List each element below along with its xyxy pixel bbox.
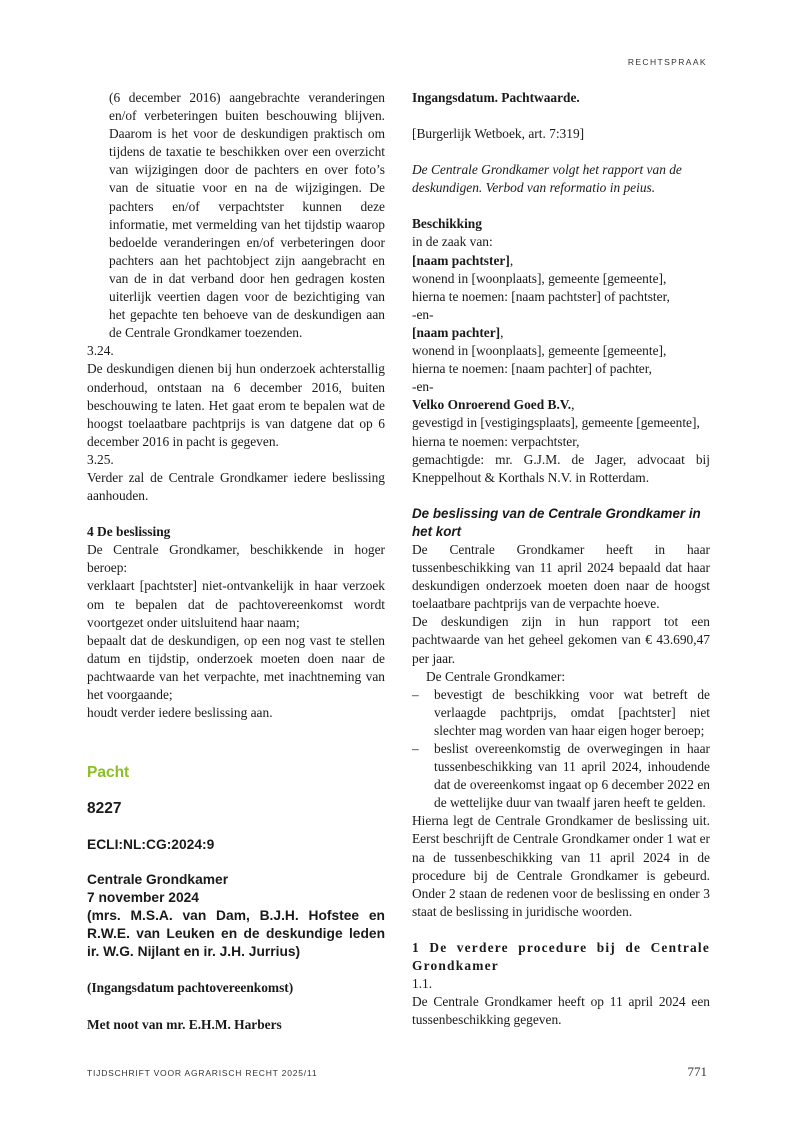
left-column bbox=[87, 89, 385, 1034]
paragraph-number: 1.1. bbox=[412, 976, 433, 992]
judges: (mrs. M.S.A. van Dam, B.J.H. Hofstee en R.W.E. van Leuken en de deskundige leden ir. W.G. Nijlant en ir. J.H. Jurrius) bbox=[87, 908, 385, 960]
decision-date: 7 november 2024 bbox=[87, 890, 199, 906]
beschikking-heading: Beschikking bbox=[412, 216, 482, 232]
party-line: hierna te noemen: [naam pachtster] of pachtster, bbox=[412, 288, 670, 304]
party-verpachtster: Velko Onroerend Goed B.V., bbox=[412, 397, 575, 413]
party-name: [naam pachtster] bbox=[412, 252, 510, 268]
party-name: Velko Onroerend Goed B.V. bbox=[412, 397, 572, 413]
decision-item: houdt verder iedere beslissing aan. bbox=[87, 705, 273, 721]
running-header: RECHTSPRAAK bbox=[627, 57, 707, 67]
page-number: 771 bbox=[687, 1064, 707, 1079]
decision-item: verklaart [pachtster] niet-ontvankelijk in haar verzoek om te bepalen dat de pachtovereenkomst wordt voortgezet onder uitsluitend haar naam; bbox=[87, 578, 385, 630]
en-separator: -en- bbox=[412, 379, 434, 395]
continued-paragraph: (6 december 2016) aangebrachte veranderingen en/of verbeteringen buiten beschouwing blijven. Daarom is het voor de deskundigen praktisch om tijdens de taxatie te beschikken over een overzicht van wijzigingen door de pachters en over foto’s van de situatie voor en na de wijzigingen. De pachters en/of verpachtster kunnen deze informatie, met vermelding van het tijdstip waarop bedoelde veranderingen en/of verbeteringen door pachters aan het pachtobject zijn aangebracht en van de in dat verband door hen gedragen kosten uiterlijk veertien dagen voor de bezichtiging van het gepachte ten behoeve van de deskundigen aan de Centrale Grondkamer toezenden. bbox=[109, 90, 385, 341]
party-line: hierna te noemen: verpachtster, bbox=[412, 433, 580, 449]
party-pachtster: [naam pachtster], bbox=[412, 252, 514, 268]
case-number: 8227 bbox=[87, 800, 122, 818]
party-pachter: [naam pachter], bbox=[412, 324, 504, 340]
summary-paragraph: De deskundigen zijn in hun rapport tot een pachtwaarde van het geheel gekomen van € 43.690,47 per jaar. bbox=[412, 614, 710, 666]
paragraph-3-24: De deskundigen dienen bij hun onderzoek achterstallig onderhoud, ontstaan na 6 december 2016, buiten beschouwing te laten. Het gaat erom te bepalen wat de hoogst toelaatbare pachtprijs is van datgene dat op 6 december 2016 in pacht is gegeven. bbox=[87, 361, 385, 449]
list-item: – bevestigt de beschikking voor wat betreft de verlaagde pachtprijs, omdat [pachtster] niet slechter mag worden van haar eigen hoger beroep; bbox=[412, 686, 710, 738]
court-name: Centrale Grondkamer bbox=[87, 872, 229, 888]
summary: De Centrale Grondkamer volgt het rapport van de deskundigen. Verbod van reformatio in peius. bbox=[412, 162, 682, 196]
decision-intro: De Centrale Grondkamer, beschikkende in hoger beroep: bbox=[87, 542, 385, 576]
party-line: hierna te noemen: [naam pachter] of pachter, bbox=[412, 361, 652, 377]
party-line: gemachtigde: mr. G.J.M. de Jager, advocaat bij Kneppelhout & Korthals N.V. in Rotterdam. bbox=[412, 451, 710, 485]
party-line: wonend in [woonplaats], gemeente [gemeente], bbox=[412, 270, 667, 286]
law-reference: [Burgerlijk Wetboek, art. 7:319] bbox=[412, 126, 585, 142]
section-heading-1: 1 De verdere procedure bij de Centrale Grondkamer bbox=[412, 939, 710, 974]
summary-paragraph: De Centrale Grondkamer heeft in haar tussenbeschikking van 11 april 2024 bepaald dat haar deskundigen onderzoek moeten doen naar de hoogst toelaatbare pachtprijs van de verpachte hoeve. bbox=[412, 541, 710, 612]
paragraph-number: 3.25. bbox=[87, 451, 114, 467]
annotation-note: Met noot van mr. E.H.M. Harbers bbox=[87, 1016, 282, 1032]
in-de-zaak: in de zaak van: bbox=[412, 234, 493, 250]
decision-item: bepaalt dat de deskundigen, op een nog vast te stellen datum en tijdstip, onderzoek moeten doen naar de pachtwaarde van het verpachte, met inachtneming van het voorgaande; bbox=[87, 632, 385, 702]
category-label: Pacht bbox=[87, 764, 130, 782]
section-heading-4: 4 De beslissing bbox=[87, 524, 171, 540]
party-name: [naam pachter] bbox=[412, 324, 501, 340]
list-item: – beslist overeenkomstig de overwegingen in haar tussenbeschikking van 11 april 2024, inhoudende dat de overeenkomst ingaat op 6 december 2022 en de wettelijke duur van twaalf jaren heeft te gelden. bbox=[412, 741, 710, 811]
summary-paragraph: Hierna legt de Centrale Grondkamer de beslissing uit. Eerst beschrijft de Centrale Grondkamer onder 1 wat er na de tussenbeschikking van 11 april 2024 in de procedure bij de Centrale Grondkamer is gebeurd. Onder 2 staan de redenen voor de beslissing en onder 3 staat de beslissing in juridische woorden. bbox=[412, 813, 710, 919]
ecli-number: ECLI:NL:CG:2024:9 bbox=[87, 837, 215, 853]
journal-footer: TIJDSCHRIFT VOOR AGRARISCH RECHT 2025/11 bbox=[87, 1068, 318, 1078]
summary-heading: De beslissing van de Centrale Grondkamer in het kort bbox=[412, 505, 701, 539]
subject: (Ingangsdatum pachtovereenkomst) bbox=[87, 980, 294, 996]
party-line: wonend in [woonplaats], gemeente [gemeente], bbox=[412, 343, 667, 359]
right-column bbox=[412, 89, 710, 1029]
en-separator: -en- bbox=[412, 306, 434, 322]
paragraph-number: 3.24. bbox=[87, 343, 114, 359]
party-line: gevestigd in [vestigingsplaats], gemeente [gemeente], bbox=[412, 415, 700, 431]
paragraph-1-1: De Centrale Grondkamer heeft op 11 april 2024 een tussenbeschikking gegeven. bbox=[412, 994, 710, 1028]
summary-paragraph: De Centrale Grondkamer: bbox=[426, 668, 566, 684]
paragraph-3-25: Verder zal de Centrale Grondkamer iedere beslissing aanhouden. bbox=[87, 469, 385, 504]
keywords: Ingangsdatum. Pachtwaarde. bbox=[412, 90, 580, 105]
